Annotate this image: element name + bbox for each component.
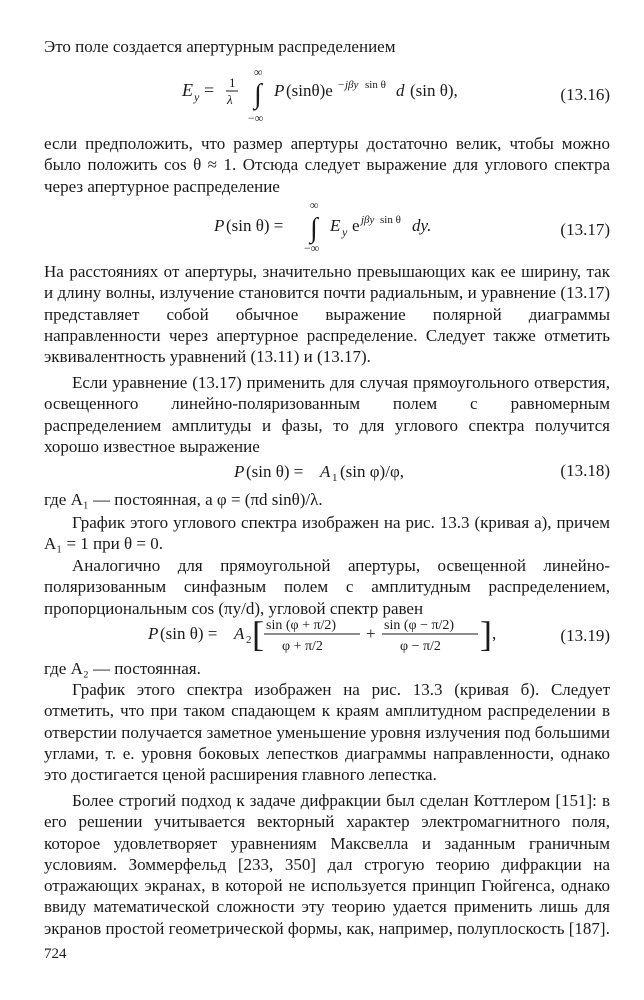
equation-13-19: [44, 612, 610, 658]
equation-number: (13.16): [560, 85, 610, 104]
svg-text:(sin θ) =: (sin θ) =: [226, 216, 284, 235]
svg-text:φ + π/2: φ + π/2: [282, 639, 323, 654]
equation-number: (13.18): [560, 461, 610, 480]
svg-text:=: =: [204, 80, 215, 100]
svg-text:(sin θ) =: (sin θ) =: [160, 624, 218, 643]
svg-text:∫: ∫: [310, 213, 318, 244]
page-number: 724: [44, 946, 67, 962]
paragraph-cos-distribution: Аналогично для прямоугольной апертуры, освещенной линейно-поляризованным синфазным полем с амплитудным распределением, пропорциональным cos (πy/d), угловой спектр равен: [44, 556, 610, 618]
equation-13-18-formula: [232, 457, 472, 485]
paragraph-intro: Это поле создается апертурным распределением: [44, 37, 396, 56]
svg-text:∞: ∞: [254, 65, 263, 79]
equation-13-18: [44, 457, 610, 485]
svg-text:e: e: [352, 216, 360, 235]
svg-text:,: ,: [492, 624, 497, 643]
svg-text:∞: ∞: [310, 198, 319, 212]
svg-text:(sinθ)e: (sinθ)e: [286, 81, 333, 100]
svg-text:λ: λ: [227, 92, 233, 107]
paragraph-rect-aperture: Если уравнение (13.17) применить для случая прямоугольного отверстия, освещенного линейно-поляризованным полем с равномерным распределением амплитуды и фазы, то для углового спектра получится хорошо известное выражение: [44, 373, 610, 456]
svg-text:∫: ∫: [254, 79, 262, 110]
equation-13-19-formula: [148, 612, 568, 658]
svg-text:φ − π/2: φ − π/2: [400, 639, 441, 654]
equation-13-17-formula: [212, 198, 532, 254]
svg-text:−∞: −∞: [304, 241, 320, 254]
equation-13-16-formula: [174, 64, 614, 126]
svg-text:1: 1: [332, 472, 338, 484]
svg-text:P: P: [234, 462, 245, 481]
svg-text:sin θ: sin θ: [380, 214, 401, 226]
svg-text:A: A: [320, 462, 331, 481]
svg-text:sin (φ − π/2): sin (φ − π/2): [384, 618, 455, 633]
svg-text:P: P: [148, 624, 159, 643]
svg-text:(sin θ),: (sin θ),: [410, 81, 458, 100]
svg-text:dy.: dy.: [412, 216, 432, 235]
svg-text:sin θ: sin θ: [365, 79, 386, 91]
paragraph-a2-def: где A₂ — постоянная.: [44, 659, 201, 678]
paragraph-curve-b: График этого спектра изображен на рис. 13.3 (кривая б). Следует отметить, что при таком спадающем к краям амплитудном распределении в отверстии получается заметное уменьшение уровня излучения под большими углами, т. е. уровня боковых лепестков диаграммы направленности, однако это достигается ценой расширения главного лепестка.: [44, 680, 610, 785]
equation-13-17: [44, 198, 610, 254]
svg-text:E: E: [182, 80, 193, 100]
svg-text:1: 1: [229, 75, 236, 90]
svg-text:E: E: [330, 216, 341, 235]
svg-text:(sin φ)/φ,: (sin φ)/φ,: [340, 462, 405, 481]
paragraph-kottler: Более строгий подход к задаче дифракции был сделан Коттлером [151]: в его решении учитывается векторный характер электромагнитного поля, которое удовлетворяет уравнениям Максвелла и заданным граничным условиям. Зоммерфельд [233, 350] дал строгую теорию дифракции на отражающих экранах, в которой не используется принцип Гюйгенса, однако ввиду математической сложности эту теорию удается применить лишь для экранов простой геометрической формы, как, например, полуплоскость [187].: [44, 791, 610, 938]
svg-text:jβy: jβy: [345, 79, 359, 91]
paragraph-cos-approx: если предположить, что размер апертуры достаточно велик, чтобы можно было положить cos θ ≈ 1. Отсюда следует выражение для углового спектра через апертурное распределение: [44, 134, 610, 196]
svg-text:+: +: [366, 624, 376, 643]
svg-text:2: 2: [246, 634, 252, 646]
svg-text:−: −: [338, 79, 345, 91]
svg-text:d: d: [396, 81, 405, 100]
svg-text:−∞: −∞: [248, 111, 264, 125]
svg-text:jβy: jβy: [361, 214, 375, 226]
svg-text:A: A: [234, 624, 245, 643]
paragraph-radiation: На расстояниях от апертуры, значительно превышающих как ее ширину, так и длину волны, излучение становится почти радиальным, и уравнение (13.17) представляет собой обычное выражение полярной диаграммы направленности через апертурное распределение. Следует также отметить эквивалентность уравнений (13.11) и (13.17).: [44, 262, 610, 367]
svg-text:y: y: [342, 225, 348, 239]
paragraph-a1-def: где A₁ — постоянная, а φ = (πd sinθ)/λ.: [44, 490, 323, 509]
equation-13-16: [44, 64, 610, 126]
paragraph-curve-a: График этого углового спектра изображен на рис. 13.3 (кривая а), причем A₁ = 1 при θ = 0.: [44, 513, 610, 554]
svg-text:P: P: [274, 81, 285, 100]
svg-text:[: [: [252, 614, 264, 654]
svg-text:P: P: [214, 216, 225, 235]
svg-text:y: y: [194, 90, 200, 104]
equation-number: (13.17): [560, 220, 610, 239]
equation-number: (13.19): [560, 626, 610, 645]
svg-text:(sin θ) =: (sin θ) =: [246, 462, 304, 481]
svg-text:]: ]: [480, 614, 492, 654]
svg-text:sin (φ + π/2): sin (φ + π/2): [266, 618, 337, 633]
